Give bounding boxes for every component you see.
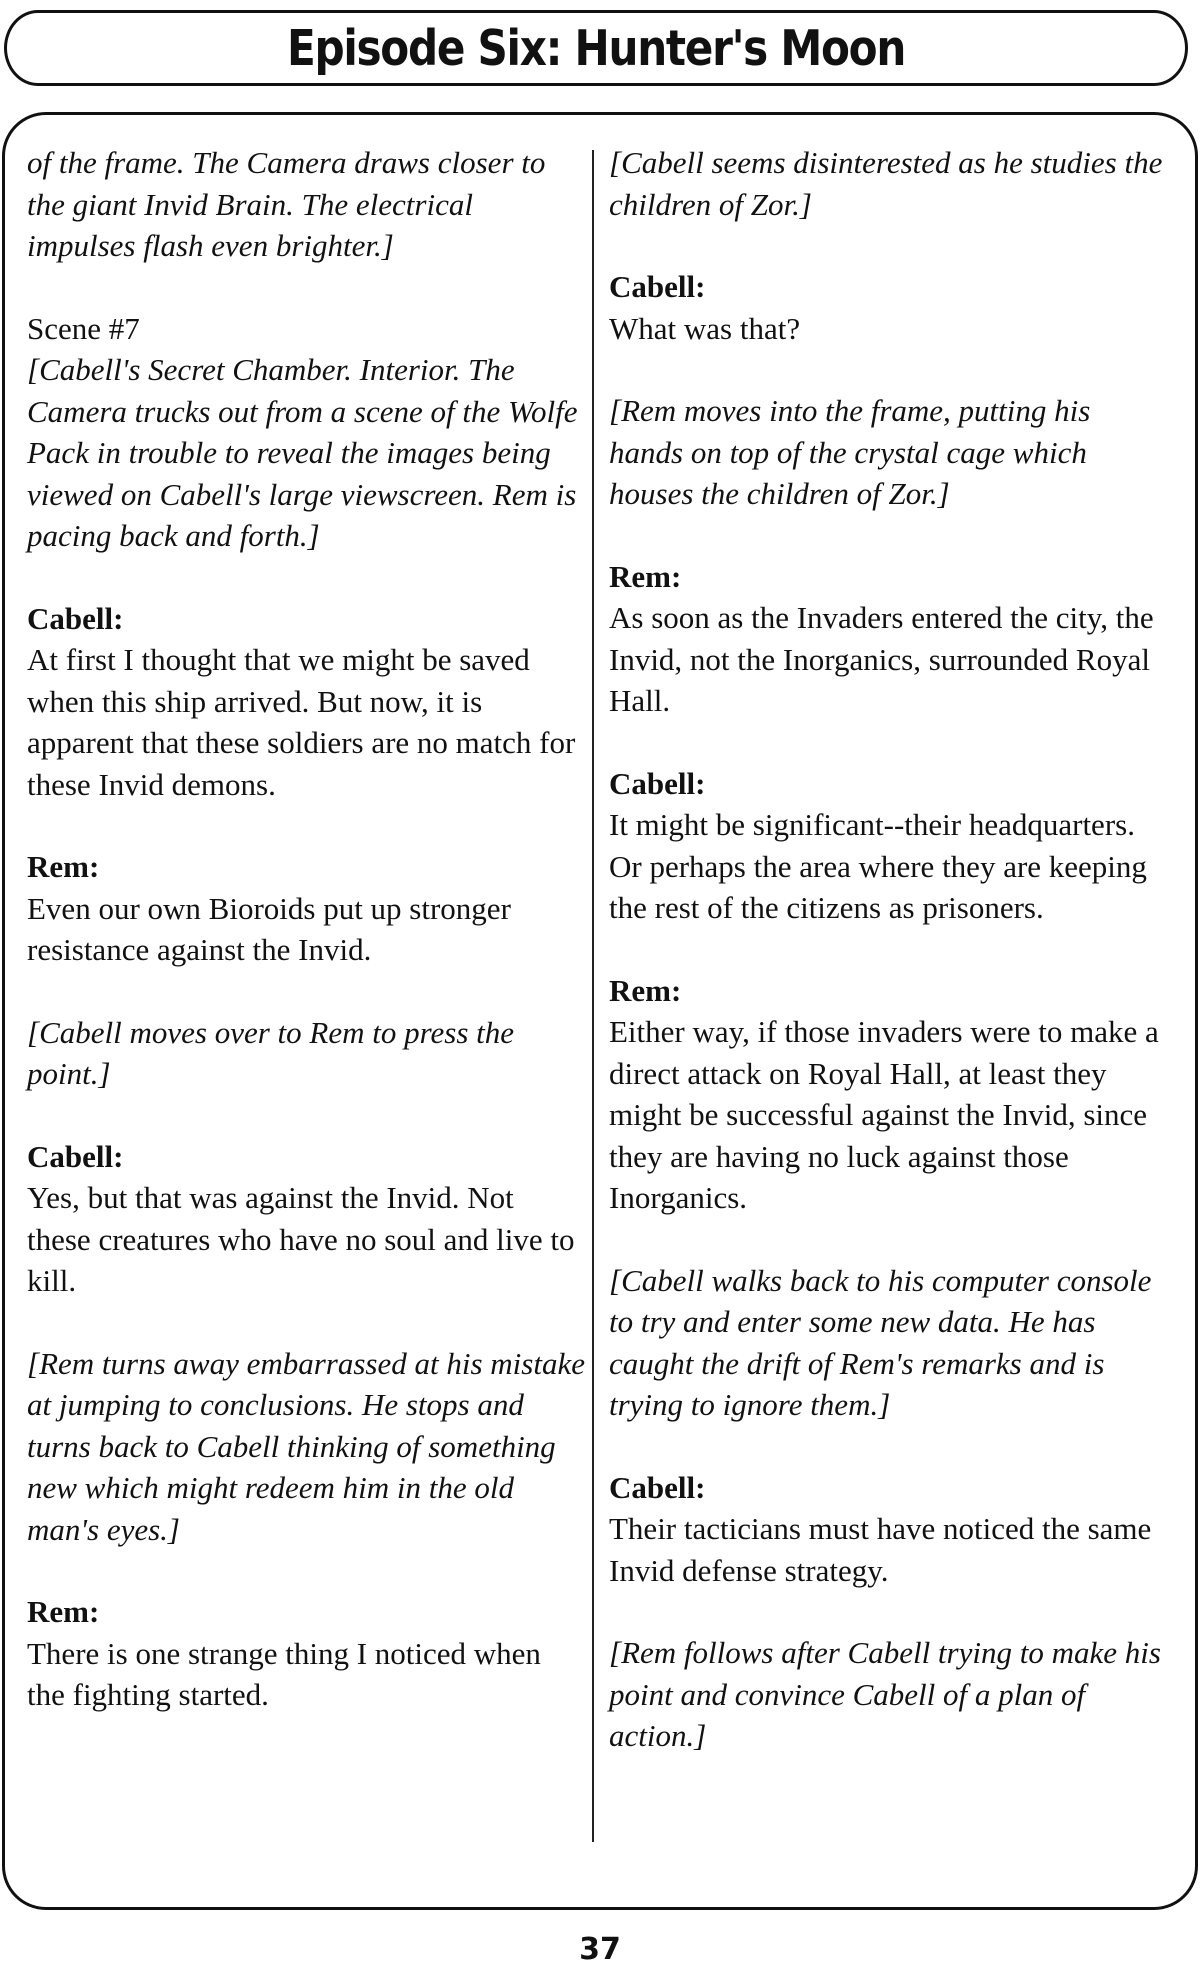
scene-block — [27, 308, 585, 557]
stage-direction — [609, 390, 1169, 515]
dialogue-block — [609, 970, 1169, 1219]
speaker-name: Rem: — [609, 558, 682, 594]
dialogue-block — [27, 1136, 585, 1302]
speaker-name: Cabell: — [27, 600, 124, 636]
speaker-name: Cabell: — [609, 269, 706, 304]
scene-heading: Scene #7 — [27, 310, 140, 346]
header-banner — [4, 10, 1188, 86]
speaker-name: Rem: — [27, 1594, 100, 1629]
direction-text: [Rem moves into the frame, putting his hands on top of the crystal cage which houses the children of Zor.] — [609, 393, 1091, 511]
right-column — [609, 142, 1169, 1798]
dialogue-block — [27, 598, 585, 806]
direction-text: [Cabell's Secret Chamber. Interior. The Camera trucks out from a scene of the Wolfe Pack in trouble to reveal the images being viewed on Cabell's large viewscreen. Rem is pacing back and forth.] — [27, 352, 578, 553]
speaker-name: Cabell: — [609, 1469, 706, 1505]
dialogue-block — [609, 763, 1169, 929]
dialogue-text: As soon as the Invaders entered the city, the Invid, not the Inorganics, surrounded Royal Hall. — [609, 600, 1154, 718]
direction-text: [Rem turns away embarrassed at his mistake at jumping to conclusions. He stops and turns back to Cabell thinking of something new which might redeem him in the old man's eyes.] — [27, 1345, 585, 1547]
dialogue-text: There is one strange thing I noticed when the fighting started. — [27, 1635, 541, 1712]
speaker-name: Cabell: — [609, 765, 706, 801]
dialogue-text: Yes, but that was against the Invid. Not these creatures who have no soul and live to kill. — [27, 1180, 575, 1298]
dialogue-block — [609, 556, 1169, 722]
left-column — [27, 142, 585, 1757]
stage-direction — [27, 1343, 585, 1551]
direction-text: [Cabell seems disinterested as he studies the children of Zor.] — [609, 145, 1163, 222]
dialogue-text: Their tacticians must have noticed the same Invid defense strategy. — [609, 1511, 1152, 1588]
stage-direction — [609, 1260, 1169, 1426]
dialogue-block — [27, 846, 585, 971]
stage-direction — [27, 142, 585, 267]
page-title: Episode Six: Hunter's Moon — [286, 19, 906, 77]
dialogue-text: What was that? — [609, 310, 801, 346]
speaker-name: Rem: — [609, 972, 682, 1008]
stage-direction — [609, 142, 1169, 225]
speaker-name: Cabell: — [27, 1138, 124, 1174]
page-number: 37 — [579, 1932, 621, 1967]
dialogue-block — [27, 1591, 585, 1716]
direction-text: of the frame. The Camera draws closer to the giant Invid Brain. The electrical impulses flash even brighter.] — [27, 145, 546, 263]
dialogue-text: It might be significant--their headquarters. Or perhaps the area where they are keeping the rest of the citizens as prisoners. — [609, 807, 1147, 925]
speaker-name: Rem: — [27, 849, 100, 884]
dialogue-text: At first I thought that we might be saved when this ship arrived. But now, it is apparent that these soldiers are no match for these Invid demons. — [27, 642, 576, 802]
dialogue-text: Either way, if those invaders were to make a direct attack on Royal Hall, at least they might be successful against the Invid, since they are having no luck against those Inorganics. — [609, 1014, 1159, 1215]
dialogue-block — [609, 1467, 1169, 1592]
dialogue-block — [609, 266, 1169, 349]
stage-direction — [27, 1012, 585, 1095]
dialogue-text: Even our own Bioroids put up stronger resistance against the Invid. — [27, 890, 511, 967]
direction-text: [Rem follows after Cabell trying to make his point and convince Cabell of a plan of action.] — [609, 1635, 1161, 1753]
direction-text: [Cabell moves over to Rem to press the point.] — [27, 1014, 515, 1091]
direction-text: [Cabell walks back to his computer console to try and enter some new data. He has caught the drift of Rem's remarks and is trying to ignore them.] — [609, 1262, 1152, 1422]
stage-direction — [609, 1632, 1169, 1757]
column-divider — [592, 150, 594, 1842]
